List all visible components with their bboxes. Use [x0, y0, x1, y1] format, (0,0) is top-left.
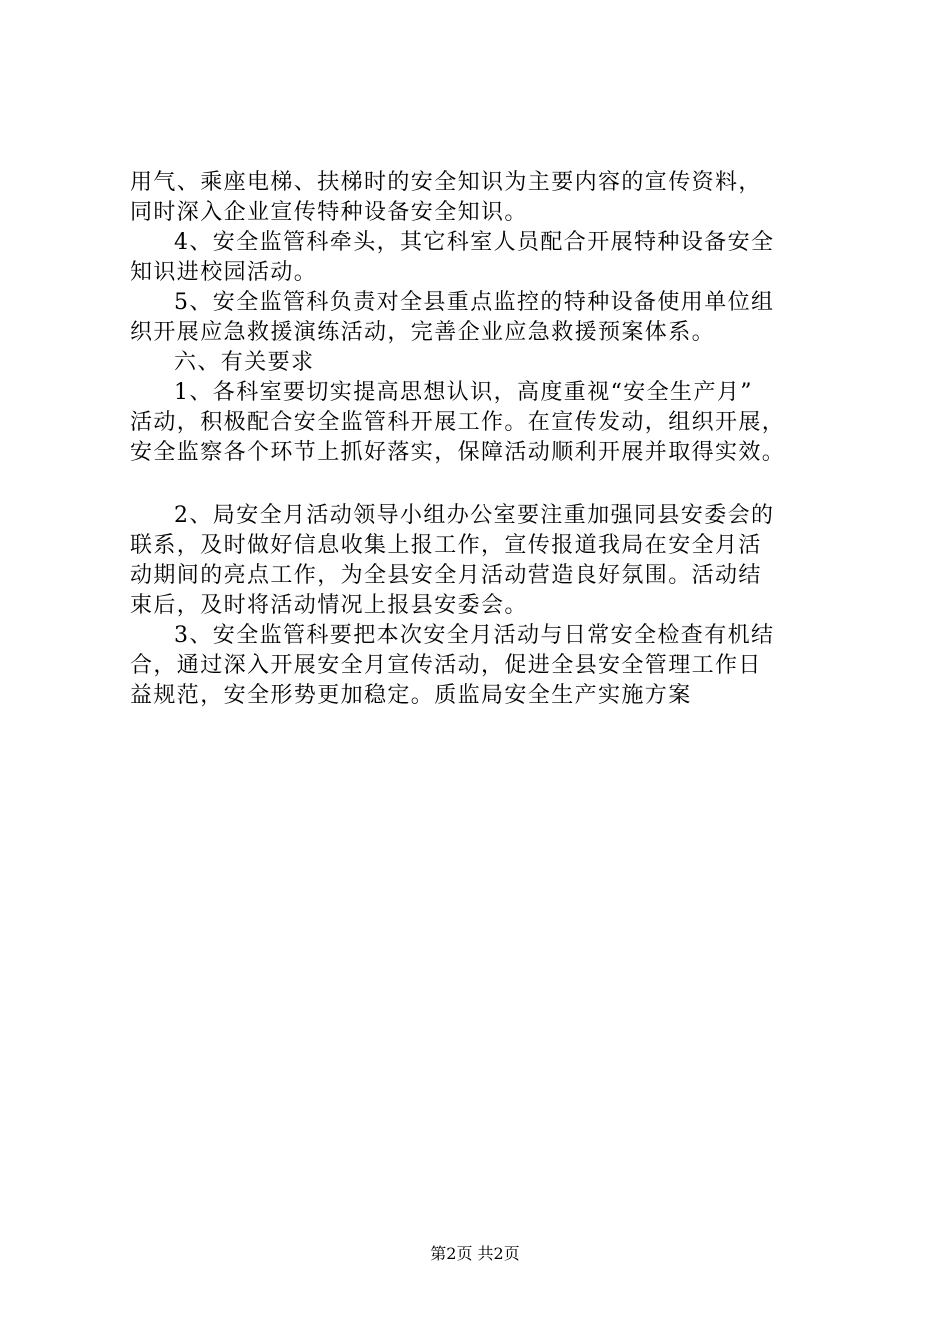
text-line: 3、安全监管科要把本次安全月活动与日常安全检查有机结 — [174, 623, 775, 648]
text-line: 安全监察各个环节上抓好落实，保障活动顺利开展并取得实效。 — [130, 440, 786, 465]
text-line: 5、安全监管科负责对全县重点监控的特种设备使用单位组 — [174, 290, 775, 315]
text-line: 益规范，安全形势更加稳定。质监局安全生产实施方案 — [130, 683, 692, 708]
text-line: 织开展应急救援演练活动，完善企业应急救援预案体系。 — [130, 320, 716, 345]
text-line: 合，通过深入开展安全月宣传活动，促进全县安全管理工作日 — [130, 653, 762, 678]
paragraph-gap — [130, 468, 850, 501]
text-line: 活动，积极配合安全监管科开展工作。在宣传发动，组织开展， — [130, 410, 786, 435]
text-line: 知识进校园活动。 — [130, 260, 318, 285]
text-line: 用气、乘座电梯、扶梯时的安全知识为主要内容的宣传资料， — [130, 170, 762, 195]
text-line: 1、各科室要切实提高思想认识，高度重视“安全生产月” — [174, 380, 753, 405]
page-footer — [0, 1244, 950, 1264]
text-line: 同时深入企业宣传特种设备安全知识。 — [130, 200, 528, 225]
text-line: 联系，及时做好信息收集上报工作，宣传报道我局在安全月活 — [130, 533, 762, 558]
text-line: 4、安全监管科牵头，其它科室人员配合开展特种设备安全 — [174, 230, 775, 255]
text-line: 束后，及时将活动情况上报县安委会。 — [130, 593, 528, 618]
text-line: 2、局安全月活动领导小组办公室要注重加强同县安委会的 — [174, 503, 775, 528]
page-number-label: 第2页 共2页 — [430, 1244, 520, 1263]
text-line: 动期间的亮点工作，为全县安全月活动营造良好氛围。活动结 — [130, 563, 762, 588]
section-heading: 六、有关要求 — [174, 350, 315, 375]
document-body — [130, 168, 850, 711]
